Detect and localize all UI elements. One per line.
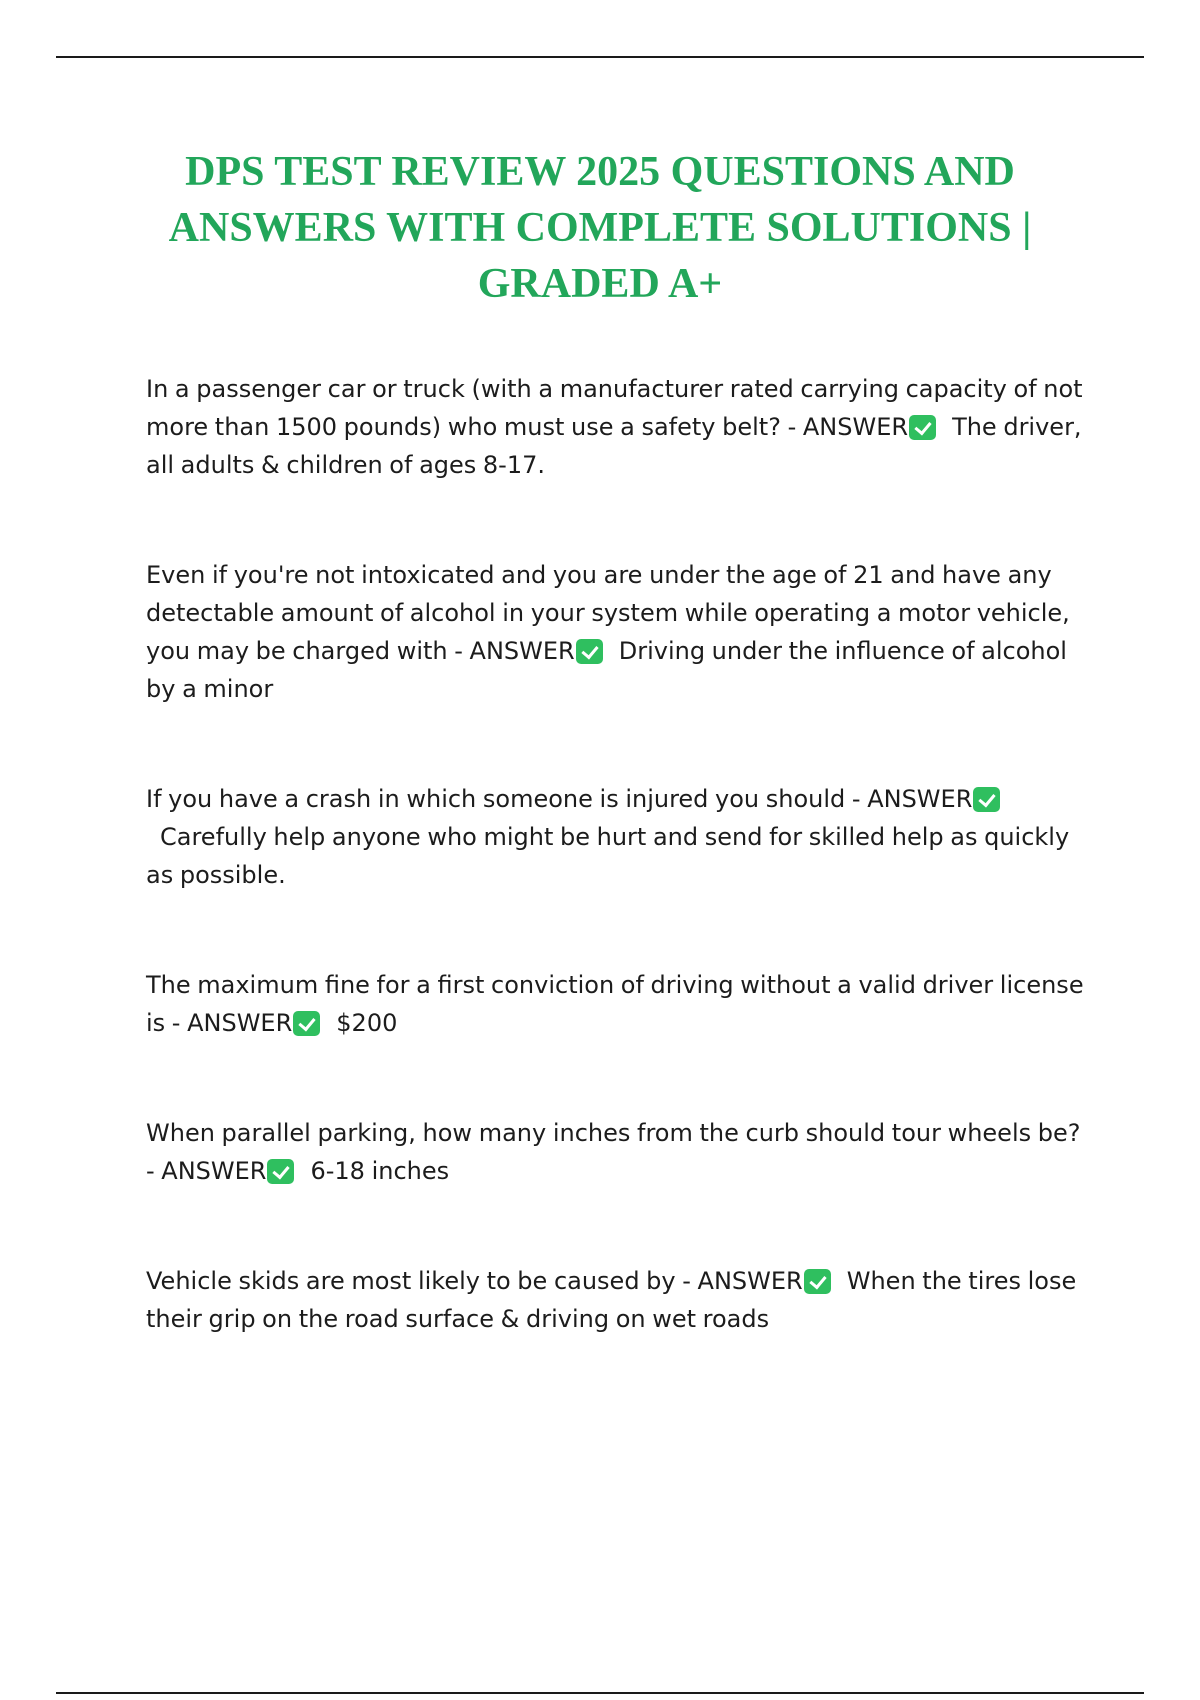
qa-item xyxy=(146,1262,1094,1338)
qa-list xyxy=(146,370,1094,1338)
answer-label: ANSWER xyxy=(697,1267,803,1295)
answer-text: When the tires lose their grip on the road surface & driving on wet roads xyxy=(146,1267,1077,1333)
answer-label: ANSWER xyxy=(802,413,909,441)
check-icon xyxy=(973,787,1000,812)
qa-item xyxy=(146,966,1094,1042)
check-icon xyxy=(909,415,936,440)
check-icon xyxy=(576,639,603,664)
answer-label: ANSWER xyxy=(867,785,973,813)
qa-item xyxy=(146,370,1094,484)
check-icon xyxy=(804,1269,831,1294)
check-icon xyxy=(293,1011,320,1036)
question-text: When parallel parking, how many inches from the curb should tour wheels be? - xyxy=(146,1119,1081,1185)
answer-text: Carefully help anyone who might be hurt and send for skilled help as quickly as possible. xyxy=(146,823,1070,889)
question-text: In a passenger car or truck (with a manufacturer rated carrying capacity of not more than 1500 pounds) who must use a safety belt? - xyxy=(146,375,1083,441)
qa-item xyxy=(146,556,1094,708)
bottom-rule xyxy=(56,1692,1144,1694)
top-rule xyxy=(56,56,1144,58)
answer-label: ANSWER xyxy=(187,1009,293,1037)
document-title: DPS TEST REVIEW 2025 QUESTIONS AND ANSWERS WITH COMPLETE SOLUTIONS | GRADED A+ xyxy=(168,149,1032,307)
answer-text: Driving under the influence of alcohol by a minor xyxy=(146,637,1067,703)
answer-label: ANSWER xyxy=(469,637,575,665)
question-text: The maximum fine for a first conviction of driving without a valid driver license is - xyxy=(146,971,1084,1037)
answer-label: ANSWER xyxy=(161,1157,267,1185)
answer-text: $200 xyxy=(336,1009,398,1037)
check-icon xyxy=(267,1159,294,1184)
answer-text: The driver, all adults & children of ages 8-17. xyxy=(146,413,1082,479)
answer-text: 6-18 inches xyxy=(310,1157,450,1185)
question-text: Even if you're not intoxicated and you are under the age of 21 and have any detectable amount of alcohol in your system while operating a motor vehicle, you may be charged with - xyxy=(146,561,1070,665)
question-text: Vehicle skids are most likely to be caused by - xyxy=(146,1267,698,1295)
qa-item xyxy=(146,1114,1094,1190)
qa-item xyxy=(146,780,1094,894)
question-text: If you have a crash in which someone is injured you should - xyxy=(146,785,868,813)
